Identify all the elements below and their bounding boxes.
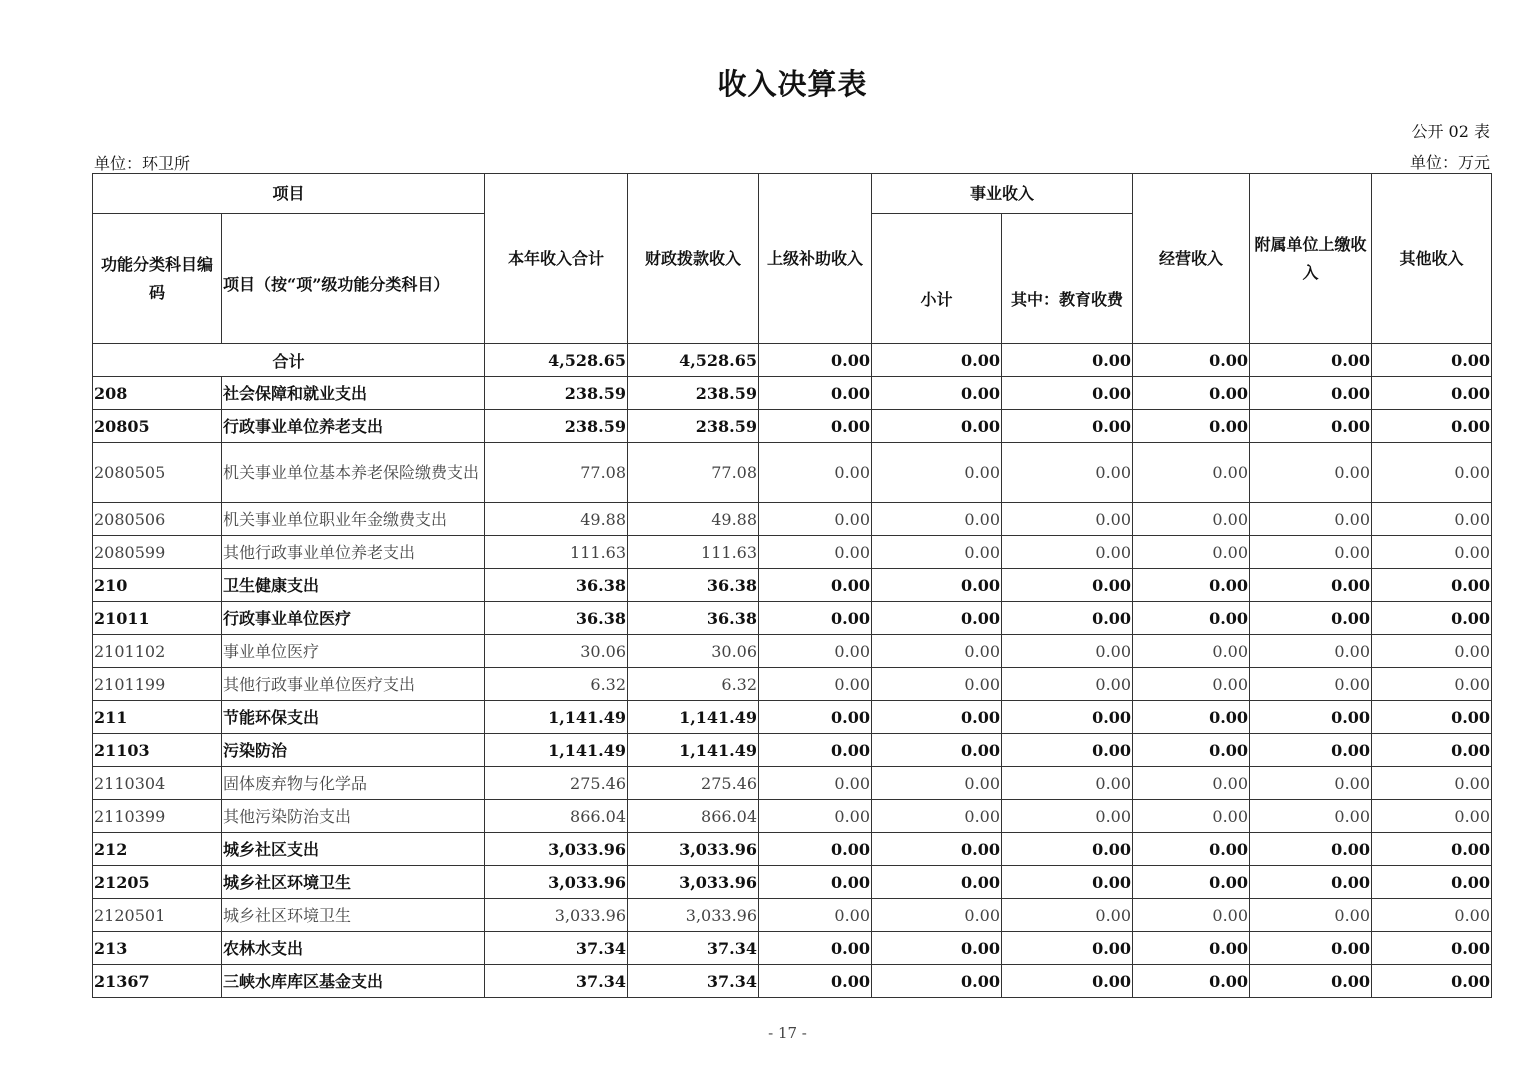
row-value-superior: 0.00 [759, 734, 872, 767]
row-code: 2080506 [93, 503, 222, 536]
row-value-shiye-edu: 0.00 [1002, 899, 1133, 932]
table-row [93, 377, 1492, 410]
row-value-shiye-sub: 0.00 [872, 866, 1002, 899]
row-value-other: 0.00 [1372, 965, 1492, 998]
row-value-superior: 0.00 [759, 668, 872, 701]
row-value-superior: 0.00 [759, 800, 872, 833]
total-value-business: 0.00 [1133, 344, 1250, 377]
header-code: 功能分类科目编码 [93, 214, 222, 344]
total-value-total: 4,528.65 [485, 344, 628, 377]
row-value-other: 0.00 [1372, 932, 1492, 965]
row-value-other: 0.00 [1372, 701, 1492, 734]
row-value-fiscal: 3,033.96 [628, 866, 759, 899]
row-code: 21011 [93, 602, 222, 635]
row-value-other: 0.00 [1372, 767, 1492, 800]
row-code: 211 [93, 701, 222, 734]
row-value-affiliated: 0.00 [1250, 767, 1372, 800]
table-row [93, 932, 1492, 965]
row-value-total: 30.06 [485, 635, 628, 668]
header-item-group: 项目 [93, 174, 485, 214]
row-value-shiye-edu: 0.00 [1002, 800, 1133, 833]
row-value-business: 0.00 [1133, 536, 1250, 569]
row-value-shiye-edu: 0.00 [1002, 767, 1133, 800]
row-name: 城乡社区环境卫生 [222, 866, 485, 899]
row-value-shiye-sub: 0.00 [872, 800, 1002, 833]
row-value-shiye-sub: 0.00 [872, 734, 1002, 767]
table-row [93, 800, 1492, 833]
row-name: 社会保障和就业支出 [222, 377, 485, 410]
row-value-total: 3,033.96 [485, 866, 628, 899]
row-value-total: 111.63 [485, 536, 628, 569]
row-value-affiliated: 0.00 [1250, 866, 1372, 899]
row-value-affiliated: 0.00 [1250, 536, 1372, 569]
row-value-affiliated: 0.00 [1250, 503, 1372, 536]
row-value-fiscal: 238.59 [628, 410, 759, 443]
row-value-business: 0.00 [1133, 899, 1250, 932]
row-value-shiye-sub: 0.00 [872, 602, 1002, 635]
row-value-shiye-edu: 0.00 [1002, 569, 1133, 602]
table-row [93, 833, 1492, 866]
row-value-fiscal: 3,033.96 [628, 899, 759, 932]
row-value-shiye-sub: 0.00 [872, 965, 1002, 998]
row-value-shiye-edu: 0.00 [1002, 701, 1133, 734]
row-value-total: 238.59 [485, 410, 628, 443]
row-value-total: 36.38 [485, 602, 628, 635]
row-name: 事业单位医疗 [222, 635, 485, 668]
row-value-fiscal: 36.38 [628, 569, 759, 602]
row-value-total: 36.38 [485, 569, 628, 602]
header-name: 项目（按“项”级功能分类科目） [222, 214, 485, 344]
row-value-business: 0.00 [1133, 965, 1250, 998]
unit-currency: 单位：万元 [1409, 153, 1490, 172]
table-row [93, 503, 1492, 536]
row-value-total: 238.59 [485, 377, 628, 410]
row-value-affiliated: 0.00 [1250, 635, 1372, 668]
row-value-fiscal: 111.63 [628, 536, 759, 569]
row-value-other: 0.00 [1372, 536, 1492, 569]
row-value-superior: 0.00 [759, 866, 872, 899]
header-affiliated: 附属单位上缴收入 [1250, 174, 1372, 344]
row-value-business: 0.00 [1133, 377, 1250, 410]
row-value-business: 0.00 [1133, 833, 1250, 866]
row-value-fiscal: 30.06 [628, 635, 759, 668]
row-value-affiliated: 0.00 [1250, 377, 1372, 410]
row-value-other: 0.00 [1372, 899, 1492, 932]
row-value-shiye-edu: 0.00 [1002, 602, 1133, 635]
row-value-total: 6.32 [485, 668, 628, 701]
row-code: 21103 [93, 734, 222, 767]
row-value-shiye-sub: 0.00 [872, 377, 1002, 410]
row-value-shiye-sub: 0.00 [872, 833, 1002, 866]
unit-organization: 单位：环卫所 [94, 154, 191, 173]
table-body [93, 344, 1492, 998]
total-value-affiliated: 0.00 [1250, 344, 1372, 377]
row-value-affiliated: 0.00 [1250, 668, 1372, 701]
row-value-shiye-edu: 0.00 [1002, 668, 1133, 701]
header-business: 经营收入 [1133, 174, 1250, 344]
row-value-business: 0.00 [1133, 767, 1250, 800]
row-value-superior: 0.00 [759, 569, 872, 602]
row-value-shiye-edu: 0.00 [1002, 932, 1133, 965]
row-value-superior: 0.00 [759, 410, 872, 443]
header-shiye-group: 事业收入 [872, 174, 1133, 214]
row-value-shiye-sub: 0.00 [872, 503, 1002, 536]
row-value-business: 0.00 [1133, 443, 1250, 503]
row-name: 农林水支出 [222, 932, 485, 965]
row-value-affiliated: 0.00 [1250, 800, 1372, 833]
row-code: 2101199 [93, 668, 222, 701]
row-code: 208 [93, 377, 222, 410]
row-name: 其他污染防治支出 [222, 800, 485, 833]
row-value-shiye-sub: 0.00 [872, 443, 1002, 503]
row-value-superior: 0.00 [759, 965, 872, 998]
row-value-total: 866.04 [485, 800, 628, 833]
row-value-other: 0.00 [1372, 734, 1492, 767]
row-value-shiye-edu: 0.00 [1002, 443, 1133, 503]
total-label: 合计 [93, 344, 485, 377]
row-value-superior: 0.00 [759, 635, 872, 668]
row-value-other: 0.00 [1372, 503, 1492, 536]
row-name: 固体废弃物与化学品 [222, 767, 485, 800]
row-value-business: 0.00 [1133, 410, 1250, 443]
row-value-business: 0.00 [1133, 602, 1250, 635]
row-value-business: 0.00 [1133, 569, 1250, 602]
row-value-fiscal: 37.34 [628, 932, 759, 965]
row-value-other: 0.00 [1372, 377, 1492, 410]
table-row [93, 734, 1492, 767]
row-code: 2120501 [93, 899, 222, 932]
row-value-shiye-edu: 0.00 [1002, 536, 1133, 569]
row-value-total: 37.34 [485, 965, 628, 998]
total-value-shiye-edu: 0.00 [1002, 344, 1133, 377]
row-value-fiscal: 1,141.49 [628, 734, 759, 767]
table-row [93, 965, 1492, 998]
row-value-fiscal: 37.34 [628, 965, 759, 998]
row-name: 污染防治 [222, 734, 485, 767]
table-row [93, 536, 1492, 569]
total-value-superior: 0.00 [759, 344, 872, 377]
row-value-total: 77.08 [485, 443, 628, 503]
row-value-total: 1,141.49 [485, 701, 628, 734]
row-value-shiye-sub: 0.00 [872, 635, 1002, 668]
row-code: 2080599 [93, 536, 222, 569]
row-value-affiliated: 0.00 [1250, 602, 1372, 635]
row-value-superior: 0.00 [759, 932, 872, 965]
row-value-fiscal: 238.59 [628, 377, 759, 410]
row-value-total: 3,033.96 [485, 833, 628, 866]
row-value-shiye-edu: 0.00 [1002, 734, 1133, 767]
row-name: 城乡社区环境卫生 [222, 899, 485, 932]
row-value-fiscal: 275.46 [628, 767, 759, 800]
row-value-shiye-edu: 0.00 [1002, 866, 1133, 899]
row-value-superior: 0.00 [759, 443, 872, 503]
row-value-business: 0.00 [1133, 701, 1250, 734]
row-code: 2080505 [93, 443, 222, 503]
row-value-other: 0.00 [1372, 602, 1492, 635]
row-value-business: 0.00 [1133, 932, 1250, 965]
row-value-superior: 0.00 [759, 536, 872, 569]
row-value-affiliated: 0.00 [1250, 701, 1372, 734]
row-code: 2110399 [93, 800, 222, 833]
row-name: 节能环保支出 [222, 701, 485, 734]
row-value-shiye-sub: 0.00 [872, 410, 1002, 443]
row-code: 21205 [93, 866, 222, 899]
row-value-fiscal: 49.88 [628, 503, 759, 536]
row-value-shiye-edu: 0.00 [1002, 833, 1133, 866]
total-value-fiscal: 4,528.65 [628, 344, 759, 377]
row-value-total: 3,033.96 [485, 899, 628, 932]
page-title: 收入决算表 [717, 67, 868, 101]
header-fiscal: 财政拨款收入 [628, 174, 759, 344]
row-name: 机关事业单位职业年金缴费支出 [222, 503, 485, 536]
row-value-business: 0.00 [1133, 503, 1250, 536]
row-value-affiliated: 0.00 [1250, 569, 1372, 602]
row-value-fiscal: 6.32 [628, 668, 759, 701]
row-name: 三峡水库库区基金支出 [222, 965, 485, 998]
row-value-fiscal: 3,033.96 [628, 833, 759, 866]
row-value-shiye-sub: 0.00 [872, 701, 1002, 734]
row-value-shiye-sub: 0.00 [872, 668, 1002, 701]
table-row [93, 410, 1492, 443]
page-number: - 17 - [768, 1024, 807, 1042]
row-value-superior: 0.00 [759, 602, 872, 635]
row-value-superior: 0.00 [759, 833, 872, 866]
row-name: 其他行政事业单位医疗支出 [222, 668, 485, 701]
row-value-other: 0.00 [1372, 668, 1492, 701]
row-value-other: 0.00 [1372, 800, 1492, 833]
row-value-other: 0.00 [1372, 635, 1492, 668]
total-value-shiye-sub: 0.00 [872, 344, 1002, 377]
row-value-other: 0.00 [1372, 410, 1492, 443]
table-row [93, 569, 1492, 602]
row-value-business: 0.00 [1133, 734, 1250, 767]
row-code: 20805 [93, 410, 222, 443]
table-row [93, 443, 1492, 503]
row-value-shiye-edu: 0.00 [1002, 410, 1133, 443]
row-value-superior: 0.00 [759, 503, 872, 536]
row-code: 2110304 [93, 767, 222, 800]
row-value-superior: 0.00 [759, 377, 872, 410]
row-value-affiliated: 0.00 [1250, 965, 1372, 998]
row-name: 其他行政事业单位养老支出 [222, 536, 485, 569]
row-value-affiliated: 0.00 [1250, 734, 1372, 767]
row-value-other: 0.00 [1372, 866, 1492, 899]
row-value-total: 49.88 [485, 503, 628, 536]
table-row [93, 767, 1492, 800]
row-name: 机关事业单位基本养老保险缴费支出 [222, 443, 485, 503]
row-value-total: 275.46 [485, 767, 628, 800]
row-name: 城乡社区支出 [222, 833, 485, 866]
header-total: 本年收入合计 [485, 174, 628, 344]
row-value-shiye-edu: 0.00 [1002, 503, 1133, 536]
row-value-shiye-sub: 0.00 [872, 536, 1002, 569]
row-value-other: 0.00 [1372, 833, 1492, 866]
row-value-fiscal: 77.08 [628, 443, 759, 503]
table-row [93, 866, 1492, 899]
row-value-affiliated: 0.00 [1250, 443, 1372, 503]
row-code: 210 [93, 569, 222, 602]
row-code: 213 [93, 932, 222, 965]
row-value-shiye-sub: 0.00 [872, 569, 1002, 602]
row-value-other: 0.00 [1372, 569, 1492, 602]
row-value-affiliated: 0.00 [1250, 410, 1372, 443]
total-value-other: 0.00 [1372, 344, 1492, 377]
row-value-business: 0.00 [1133, 866, 1250, 899]
row-value-affiliated: 0.00 [1250, 833, 1372, 866]
row-value-business: 0.00 [1133, 800, 1250, 833]
row-value-shiye-edu: 0.00 [1002, 965, 1133, 998]
row-value-superior: 0.00 [759, 899, 872, 932]
row-value-shiye-edu: 0.00 [1002, 635, 1133, 668]
row-value-business: 0.00 [1133, 635, 1250, 668]
form-number: 公开 02 表 [1411, 122, 1490, 141]
row-value-superior: 0.00 [759, 767, 872, 800]
row-value-affiliated: 0.00 [1250, 932, 1372, 965]
row-name: 行政事业单位养老支出 [222, 410, 485, 443]
income-table [92, 173, 1492, 998]
row-value-fiscal: 1,141.49 [628, 701, 759, 734]
row-value-shiye-sub: 0.00 [872, 767, 1002, 800]
row-value-total: 37.34 [485, 932, 628, 965]
header-superior: 上级补助收入 [759, 174, 872, 344]
header-other: 其他收入 [1372, 174, 1492, 344]
row-code: 2101102 [93, 635, 222, 668]
row-value-fiscal: 36.38 [628, 602, 759, 635]
row-code: 212 [93, 833, 222, 866]
row-value-business: 0.00 [1133, 668, 1250, 701]
total-row [93, 344, 1492, 377]
table-row [93, 899, 1492, 932]
row-value-superior: 0.00 [759, 701, 872, 734]
header-shiye-edu: 其中：教育收费 [1002, 214, 1133, 344]
row-value-shiye-sub: 0.00 [872, 899, 1002, 932]
table-row [93, 701, 1492, 734]
row-value-shiye-edu: 0.00 [1002, 377, 1133, 410]
table-row [93, 602, 1492, 635]
table-row [93, 635, 1492, 668]
table-row [93, 668, 1492, 701]
row-name: 行政事业单位医疗 [222, 602, 485, 635]
row-value-other: 0.00 [1372, 443, 1492, 503]
header-shiye-sub: 小计 [872, 214, 1002, 344]
row-value-shiye-sub: 0.00 [872, 932, 1002, 965]
table-header [93, 174, 1492, 344]
row-value-total: 1,141.49 [485, 734, 628, 767]
row-name: 卫生健康支出 [222, 569, 485, 602]
row-value-affiliated: 0.00 [1250, 899, 1372, 932]
row-value-fiscal: 866.04 [628, 800, 759, 833]
row-code: 21367 [93, 965, 222, 998]
